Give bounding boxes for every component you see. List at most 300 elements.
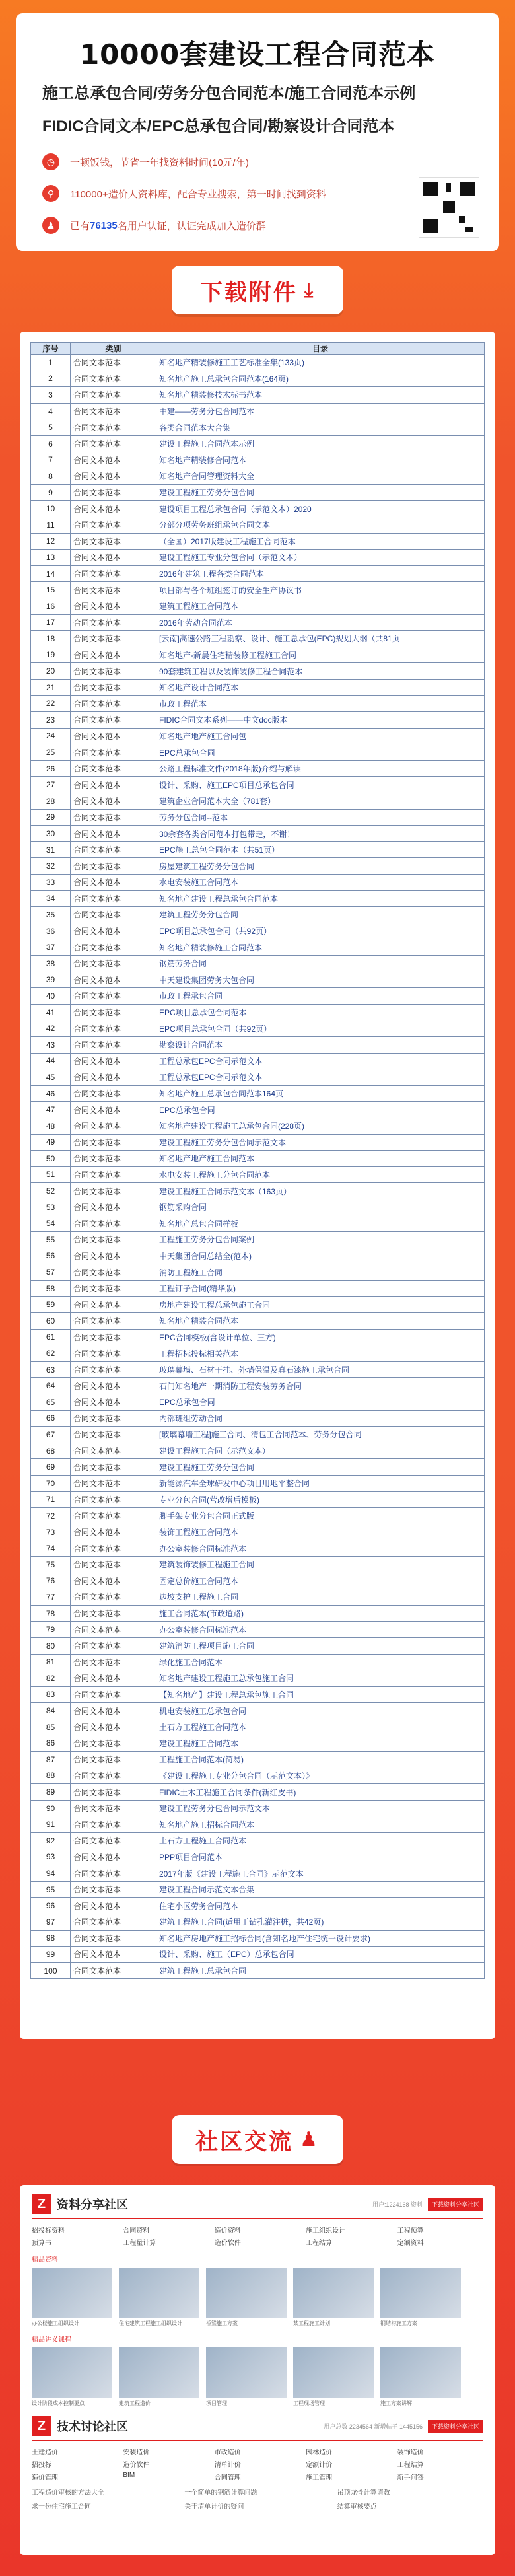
row-category: 合同文本范本 [71, 598, 156, 614]
row-catalog-link[interactable]: 土石方工程施工合同范本 [156, 1719, 485, 1735]
row-catalog-link[interactable]: 建设工程施工劳务分包合同 [156, 484, 485, 501]
category-link[interactable]: 定额资料 [397, 2240, 424, 2247]
row-catalog-link[interactable]: 知名地产精装修技术标书范本 [156, 387, 485, 404]
table-row [31, 1297, 485, 1313]
row-catalog-link[interactable]: 内部班组劳动合同 [156, 1410, 485, 1427]
row-catalog-link[interactable]: 绿化施工合同范本 [156, 1654, 485, 1670]
row-catalog-link[interactable]: 水电安装工程施工分包合同范本 [156, 1166, 485, 1183]
table-row [31, 419, 485, 436]
row-number: 61 [31, 1329, 71, 1345]
table-row [31, 1361, 485, 1378]
community-heading [172, 2115, 343, 2164]
row-catalog-link[interactable]: 知名地产施工总承包合同范本(164页) [156, 371, 485, 387]
row-catalog-link[interactable]: 中天集团合同总结全(范本) [156, 1248, 485, 1264]
row-catalog-link[interactable]: 分部分项劳务班组承包合同文本 [156, 517, 485, 533]
row-catalog-link[interactable]: 知名地产建设工程施工总承包合同(228页) [156, 1118, 485, 1134]
subtitle-line-1: 施工总承包合同/劳务分包合同范本/施工合同范本示例 [42, 85, 416, 102]
thumbnail-caption: 办公楼施工组织设计 [32, 2320, 79, 2326]
table-row [31, 1881, 485, 1898]
row-catalog-link[interactable]: 建设工程施工劳务分包合同示范文本 [156, 1134, 485, 1151]
table-row [31, 1280, 485, 1297]
thumbnail-image [119, 2347, 199, 2398]
row-catalog-link[interactable]: 勘察设计合同范本 [156, 1036, 485, 1053]
row-number: 73 [31, 1524, 71, 1540]
site-logo: Z [32, 2194, 52, 2214]
post-link[interactable]: 求一份住宅施工合同 [32, 2503, 91, 2511]
boutique-thumbs [32, 2268, 483, 2327]
row-category: 合同文本范本 [71, 517, 156, 533]
row-category: 合同文本范本 [71, 972, 156, 988]
table-row [31, 777, 485, 793]
discuss-tag[interactable]: 合同管理 [214, 2474, 241, 2482]
row-catalog-link[interactable]: EPC项目总承包合同范本 [156, 1004, 485, 1020]
row-number: 50 [31, 1151, 71, 1167]
row-category: 合同文本范本 [71, 1865, 156, 1882]
thumbnail-image [206, 2347, 287, 2398]
row-category: 合同文本范本 [71, 403, 156, 419]
boutique-item[interactable] [32, 2268, 112, 2327]
row-category: 合同文本范本 [71, 744, 156, 761]
table-row [31, 1475, 485, 1491]
row-category: 合同文本范本 [71, 468, 156, 485]
row-catalog-link[interactable]: 建筑消防工程项目施工合同 [156, 1637, 485, 1654]
row-number: 56 [31, 1248, 71, 1264]
row-catalog-link[interactable]: 钢筋劳务合同 [156, 955, 485, 972]
row-number: 71 [31, 1491, 71, 1508]
row-catalog-link[interactable]: 2017年版《建设工程施工合同》示范文本 [156, 1865, 485, 1882]
row-number: 27 [31, 777, 71, 793]
table-row [31, 355, 485, 371]
row-catalog-link[interactable]: EPC总承包合同 [156, 744, 485, 761]
table-row [31, 1670, 485, 1687]
row-catalog-link[interactable]: 2016年劳动合同范本 [156, 614, 485, 631]
catalog-table-card [20, 332, 495, 2039]
table-row [31, 1264, 485, 1281]
row-number: 18 [31, 631, 71, 647]
row-number: 79 [31, 1622, 71, 1638]
discuss-tag[interactable]: 园林造价 [306, 2449, 333, 2456]
download-attachment-button[interactable] [172, 266, 343, 314]
table-row [31, 679, 485, 696]
row-catalog-link[interactable]: 新能源汽车全球研发中心项目用地平整合同 [156, 1475, 485, 1491]
row-number: 41 [31, 1004, 71, 1020]
row-catalog-link[interactable]: 房屋建筑工程劳务分包合同 [156, 858, 485, 875]
table-row [31, 371, 485, 387]
row-catalog-link[interactable]: 建设工程施工合同示范文本（163页） [156, 1183, 485, 1199]
row-catalog-link[interactable]: （全国）2017版建设工程施工合同范本 [156, 533, 485, 550]
row-catalog-link[interactable]: 设计、采购、施工EPC项目总承包合同 [156, 777, 485, 793]
category-link[interactable]: 造价资料 [214, 2227, 241, 2235]
table-row [31, 923, 485, 939]
row-number: 45 [31, 1069, 71, 1086]
table-row [31, 1589, 485, 1606]
row-catalog-link[interactable]: 建设工程施工劳务分包合同 [156, 1459, 485, 1476]
row-category: 合同文本范本 [71, 565, 156, 582]
row-catalog-link[interactable]: 固定总价施工合同范本 [156, 1573, 485, 1589]
row-catalog-link[interactable]: 房地产建设工程总承包施工合同 [156, 1297, 485, 1313]
users-icon: ♟ [300, 2128, 320, 2151]
row-catalog-link[interactable]: 知名地产地产施工合同包 [156, 728, 485, 744]
row-catalog-link[interactable]: 脚手架专业分包合同正式版 [156, 1508, 485, 1524]
table-row [31, 468, 485, 485]
category-link[interactable]: 招投标资料 [32, 2227, 65, 2235]
discuss-tag[interactable]: 施工管理 [306, 2474, 333, 2482]
row-catalog-link[interactable]: EPC合同模板(含设计单位、三方) [156, 1329, 485, 1345]
row-catalog-link[interactable]: 知名地产建设工程施工总承包施工合同 [156, 1670, 485, 1687]
row-catalog-link[interactable]: 消防工程施工合同 [156, 1264, 485, 1281]
row-category: 合同文本范本 [71, 1443, 156, 1459]
row-number: 36 [31, 923, 71, 939]
row-catalog-link[interactable]: 知名地产总包合同样板 [156, 1215, 485, 1232]
row-catalog-link[interactable]: 石门知名地产一期消防工程安装劳务合同 [156, 1378, 485, 1394]
row-catalog-link[interactable]: 知名地产建设工程总承包合同范本 [156, 890, 485, 907]
feature-users [42, 217, 479, 234]
row-number: 47 [31, 1102, 71, 1118]
table-row [31, 1573, 485, 1589]
row-catalog-link[interactable]: 知名地产施工招标合同范本 [156, 1816, 485, 1833]
discuss-tag[interactable]: 造价管理 [32, 2474, 58, 2482]
row-catalog-link[interactable]: 知名地产房地产施工招标合同(含知名地产住宅统一设计要求) [156, 1930, 485, 1947]
row-category: 合同文本范本 [71, 1378, 156, 1394]
row-catalog-link[interactable]: 劳务分包合同--范本 [156, 809, 485, 826]
category-link[interactable]: 预算书 [32, 2240, 52, 2247]
row-catalog-link[interactable]: EPC项目总承包合同（共92页） [156, 1020, 485, 1037]
article-item[interactable] [119, 2347, 199, 2407]
row-number: 83 [31, 1686, 71, 1703]
row-catalog-link[interactable]: 水电安装施工合同范本 [156, 875, 485, 891]
row-number: 60 [31, 1313, 71, 1330]
row-catalog-link[interactable]: 建筑工程施工合同范本 [156, 598, 485, 614]
thumbnail-image [380, 2347, 461, 2398]
row-number: 94 [31, 1865, 71, 1882]
discuss-tag[interactable]: 装饰造价 [397, 2449, 424, 2456]
row-catalog-link[interactable]: FIDIC合同文本系列——中文doc版本 [156, 712, 485, 729]
row-category: 合同文本范本 [71, 1508, 156, 1524]
row-number: 92 [31, 1833, 71, 1849]
row-catalog-link[interactable]: 各类合同范本大合集 [156, 419, 485, 436]
row-catalog-link[interactable]: 项目部与各个班组签订的安全生产协议书 [156, 582, 485, 598]
row-category: 合同文本范本 [71, 988, 156, 1005]
boutique-item[interactable] [119, 2268, 199, 2327]
post-link[interactable]: 关于清单计价的疑问 [184, 2503, 244, 2511]
row-catalog-link[interactable]: 建设工程施工专业分包合同（示范文本） [156, 550, 485, 566]
row-catalog-link[interactable]: [云南]高速公路工程勘察、设计、施工总承包(EPC)规划大纲（共81页 [156, 631, 485, 647]
row-catalog-link[interactable]: 建筑工程施工总承包合同 [156, 1962, 485, 1979]
row-number: 59 [31, 1297, 71, 1313]
discuss-tag[interactable]: 工程结算 [397, 2462, 424, 2469]
row-category: 合同文本范本 [71, 1313, 156, 1330]
row-catalog-link[interactable]: 知名地产精装修施工合同范本 [156, 939, 485, 956]
row-catalog-link[interactable]: 市政工程承包合同 [156, 988, 485, 1005]
category-link[interactable]: 工程量计算 [123, 2240, 156, 2247]
clock-icon: ◷ [42, 153, 59, 170]
row-category: 合同文本范本 [71, 1475, 156, 1491]
row-catalog-link[interactable]: 工程钉子合同(精华版) [156, 1280, 485, 1297]
post-link[interactable]: 工程造价审核的方法大全 [32, 2489, 104, 2497]
row-number: 72 [31, 1508, 71, 1524]
row-catalog-link[interactable]: 机电安装施工总承包合同 [156, 1703, 485, 1719]
row-category: 合同文本范本 [71, 875, 156, 891]
row-category: 合同文本范本 [71, 1361, 156, 1378]
row-category: 合同文本范本 [71, 1280, 156, 1297]
row-number: 34 [31, 890, 71, 907]
category-link[interactable]: 合同资料 [123, 2227, 150, 2235]
discuss-tag[interactable]: 土建造价 [32, 2449, 58, 2456]
community-card [20, 2185, 495, 2555]
article-item[interactable] [293, 2347, 374, 2407]
row-catalog-link[interactable]: 建设工程施工合同（示范文本） [156, 1443, 485, 1459]
table-row [31, 1491, 485, 1508]
row-number: 70 [31, 1475, 71, 1491]
row-number: 39 [31, 972, 71, 988]
table-row [31, 1508, 485, 1524]
row-number: 14 [31, 565, 71, 582]
row-catalog-link[interactable]: 专业分包合同(营改增后模板) [156, 1491, 485, 1508]
row-category: 合同文本范本 [71, 1118, 156, 1134]
share-stats: 用户:1224168 资料 [372, 2201, 423, 2208]
table-row [31, 1768, 485, 1784]
row-number: 97 [31, 1914, 71, 1931]
row-catalog-link[interactable]: 知名地产施工总承包合同范本164页 [156, 1085, 485, 1102]
discuss-publish-button[interactable]: 下载资料分享社区 [428, 2420, 483, 2433]
row-catalog-link[interactable]: 建筑企业合同范本大全（781套） [156, 793, 485, 810]
row-category: 合同文本范本 [71, 826, 156, 842]
row-catalog-link[interactable]: PPP项目合同范本 [156, 1849, 485, 1865]
table-row [31, 1004, 485, 1020]
table-row [31, 631, 485, 647]
post-link[interactable]: 吊顶龙骨计算请教 [337, 2489, 390, 2497]
row-catalog-link[interactable]: EPC总承包合同 [156, 1394, 485, 1411]
share-publish-button[interactable]: 下载资料分享社区 [428, 2198, 483, 2211]
row-catalog-link[interactable]: EPC施工总包合同范本（共51页） [156, 841, 485, 858]
row-number: 99 [31, 1947, 71, 1963]
table-row [31, 841, 485, 858]
table-row [31, 1053, 485, 1069]
row-category: 合同文本范本 [71, 435, 156, 452]
table-row [31, 1719, 485, 1735]
hero-card [16, 13, 499, 251]
table-row [31, 1069, 485, 1086]
row-category: 合同文本范本 [71, 452, 156, 468]
table-row [31, 1378, 485, 1394]
row-number: 5 [31, 419, 71, 436]
row-catalog-link[interactable]: 设计、采购、施工（EPC）总承包合同 [156, 1947, 485, 1963]
row-number: 62 [31, 1345, 71, 1362]
row-catalog-link[interactable]: 建筑工程施工合同(适用于钻孔灌注桩，共42页) [156, 1914, 485, 1931]
article-item[interactable] [206, 2347, 287, 2407]
row-catalog-link[interactable]: 2016年建筑工程各类合同范本 [156, 565, 485, 582]
discuss-tag[interactable]: 新手问答 [397, 2474, 424, 2482]
row-catalog-link[interactable]: 钢筋采购合同 [156, 1199, 485, 1215]
user-count: 76135 [90, 219, 118, 231]
table-row [31, 1199, 485, 1215]
row-category: 合同文本范本 [71, 614, 156, 631]
row-category: 合同文本范本 [71, 1735, 156, 1752]
row-catalog-link[interactable]: 工程施工劳务分包合同案例 [156, 1232, 485, 1248]
row-category: 合同文本范本 [71, 939, 156, 956]
row-catalog-link[interactable]: 《建设工程施工专业分包合同（示范文本）》 [156, 1768, 485, 1784]
row-catalog-link[interactable]: 建设工程施工合同范本示例 [156, 435, 485, 452]
row-number: 57 [31, 1264, 71, 1281]
header-no: 序号 [31, 343, 71, 355]
row-category: 合同文本范本 [71, 1491, 156, 1508]
qr-code[interactable] [419, 177, 479, 238]
discuss-tag[interactable]: BIM [123, 2472, 135, 2479]
row-category: 合同文本范本 [71, 1459, 156, 1476]
discuss-tag[interactable]: 安装造价 [123, 2449, 150, 2456]
table-row [31, 988, 485, 1005]
feature-users-pre: 已有 [70, 220, 90, 232]
table-row [31, 1914, 485, 1931]
discuss-stats: 用户总数 2234564 新增帖子 1445156 [324, 2423, 423, 2430]
table-row [31, 1962, 485, 1979]
table-row [31, 809, 485, 826]
table-row [31, 1735, 485, 1752]
row-catalog-link[interactable]: 30余套各类合同范本打包带走，不谢！ [156, 826, 485, 842]
row-catalog-link[interactable]: 工程施工合同范本(简易) [156, 1752, 485, 1768]
row-number: 6 [31, 435, 71, 452]
row-catalog-link[interactable]: EPC总承包合同 [156, 1102, 485, 1118]
row-catalog-link[interactable]: 建设工程施工合同范本 [156, 1735, 485, 1752]
row-catalog-link[interactable]: 施工合同范本(市政道路) [156, 1605, 485, 1622]
row-catalog-link[interactable]: 边坡支护工程施工合同 [156, 1589, 485, 1606]
table-row [31, 875, 485, 891]
row-catalog-link[interactable]: 90套建筑工程以及装饰装修工程合同范本 [156, 663, 485, 680]
discuss-tag[interactable]: 造价软件 [123, 2462, 150, 2469]
table-row [31, 403, 485, 419]
row-catalog-link[interactable]: 工程总承包EPC合同示范文本 [156, 1053, 485, 1069]
row-category: 合同文本范本 [71, 1686, 156, 1703]
article-item[interactable] [380, 2347, 461, 2407]
row-category: 合同文本范本 [71, 890, 156, 907]
row-catalog-link[interactable]: FIDIC土木工程施工合同条件(新红皮书) [156, 1784, 485, 1801]
row-category: 合同文本范本 [71, 1134, 156, 1151]
header-category: 类别 [71, 343, 156, 355]
discuss-tag[interactable]: 招投标 [32, 2462, 52, 2469]
table-row [31, 598, 485, 614]
boutique-item[interactable] [380, 2268, 461, 2327]
post-link[interactable]: 结算审核要点 [337, 2503, 377, 2511]
thumbnail-caption: 建筑工程造价 [119, 2400, 151, 2406]
row-category: 合同文本范本 [71, 1264, 156, 1281]
table-row [31, 1459, 485, 1476]
category-link[interactable]: 工程结算 [306, 2240, 333, 2247]
feature-price-text: 一顿饭钱，节省一年找资料时间(10元/年) [70, 157, 249, 168]
thumbnail-image [380, 2268, 461, 2318]
row-number: 52 [31, 1183, 71, 1199]
row-category: 合同文本范本 [71, 1898, 156, 1914]
row-catalog-link[interactable]: 知名地产-新晨住宅精装修工程施工合同 [156, 647, 485, 663]
table-row [31, 1816, 485, 1833]
row-number: 20 [31, 663, 71, 680]
row-number: 49 [31, 1134, 71, 1151]
row-catalog-link[interactable]: 中建——劳务分包合同范本 [156, 403, 485, 419]
row-catalog-link[interactable]: 建设工程合同示范文本合集 [156, 1881, 485, 1898]
row-category: 合同文本范本 [71, 1248, 156, 1264]
row-catalog-link[interactable]: 住宅小区劳务合同范本 [156, 1898, 485, 1914]
row-category: 合同文本范本 [71, 1102, 156, 1118]
row-catalog-link[interactable]: EPC项目总承包合同（共92页） [156, 923, 485, 939]
row-number: 69 [31, 1459, 71, 1476]
row-category: 合同文本范本 [71, 1833, 156, 1849]
row-catalog-link[interactable]: 知名地产精装修施工工艺标准全集(133页) [156, 355, 485, 371]
row-catalog-link[interactable]: 知名地产地产施工合同范本 [156, 1151, 485, 1167]
category-link[interactable]: 工程预算 [397, 2227, 424, 2235]
discuss-tag[interactable]: 定额计价 [306, 2462, 333, 2469]
row-catalog-link[interactable]: 知名地产精装修合同范本 [156, 452, 485, 468]
row-number: 40 [31, 988, 71, 1005]
row-catalog-link[interactable]: 建设工程劳务分包合同示范文本 [156, 1800, 485, 1816]
table-row [31, 696, 485, 712]
discuss-tag[interactable]: 清单计价 [214, 2462, 241, 2469]
boutique-item[interactable] [293, 2268, 374, 2327]
row-catalog-link[interactable]: 土石方工程施工合同范本 [156, 1833, 485, 1849]
row-number: 54 [31, 1215, 71, 1232]
row-number: 43 [31, 1036, 71, 1053]
table-row [31, 826, 485, 842]
category-link[interactable]: 造价软件 [214, 2240, 241, 2247]
feature-library-text: 110000+造价人资料库，配合专业搜索，第一时间找到资料 [70, 188, 326, 200]
row-catalog-link[interactable]: 装饰工程施工合同范本 [156, 1524, 485, 1540]
table-row [31, 1686, 485, 1703]
row-number: 12 [31, 533, 71, 550]
row-category: 合同文本范本 [71, 1816, 156, 1833]
download-label: 下载附件 [199, 279, 298, 306]
row-category: 合同文本范本 [71, 809, 156, 826]
row-catalog-link[interactable]: 办公室装修合同标准范本 [156, 1622, 485, 1638]
row-number: 66 [31, 1410, 71, 1427]
row-catalog-link[interactable]: 玻璃幕墙、石材干挂、外墙保温及真石漆施工承包合同 [156, 1361, 485, 1378]
thumbnail-caption: 工程现场管理 [293, 2400, 325, 2406]
row-number: 16 [31, 598, 71, 614]
row-catalog-link[interactable]: 知名地产合同管理资料大全 [156, 468, 485, 485]
row-catalog-link[interactable]: 建设项目工程总承包合同（示范文本）2020 [156, 501, 485, 517]
row-catalog-link[interactable]: 知名地产设计合同范本 [156, 679, 485, 696]
row-number: 29 [31, 809, 71, 826]
row-category: 合同文本范本 [71, 1573, 156, 1589]
row-catalog-link[interactable]: 建筑装饰装修工程施工合同 [156, 1556, 485, 1573]
row-number: 65 [31, 1394, 71, 1411]
table-row [31, 1151, 485, 1167]
feature-users-post: 名用户认证，认证完成加入造价群 [117, 220, 266, 232]
table-row [31, 1930, 485, 1947]
row-category: 合同文本范本 [71, 1784, 156, 1801]
row-category: 合同文本范本 [71, 1069, 156, 1086]
post-link[interactable]: 一个简单的钢筋计算问题 [184, 2489, 258, 2497]
row-catalog-link[interactable]: 工程总承包EPC合同示范文本 [156, 1069, 485, 1086]
table-row [31, 1898, 485, 1914]
row-catalog-link[interactable]: 【知名地产】建设工程总承包施工合同 [156, 1686, 485, 1703]
row-category: 合同文本范本 [71, 419, 156, 436]
row-catalog-link[interactable]: 公路工程标准文件(2018年版)介绍与解读 [156, 760, 485, 777]
row-number: 88 [31, 1768, 71, 1784]
discuss-tag[interactable]: 市政造价 [214, 2449, 241, 2456]
row-catalog-link[interactable]: 办公室装修合同标准范本 [156, 1540, 485, 1557]
row-catalog-link[interactable]: 知名地产精装合同范本 [156, 1313, 485, 1330]
row-catalog-link[interactable]: 建筑工程劳务分包合同 [156, 907, 485, 923]
row-catalog-link[interactable]: [玻璃幕墙工程]施工合同、清包工合同范本、劳务分包合同 [156, 1427, 485, 1443]
row-catalog-link[interactable]: 市政工程范本 [156, 696, 485, 712]
table-row [31, 1800, 485, 1816]
category-link[interactable]: 施工组织设计 [306, 2227, 346, 2235]
row-number: 10 [31, 501, 71, 517]
table-row [31, 517, 485, 533]
row-catalog-link[interactable]: 中天建设集团劳务大包合同 [156, 972, 485, 988]
boutique-item[interactable] [206, 2268, 287, 2327]
row-category: 合同文本范本 [71, 1540, 156, 1557]
article-item[interactable] [32, 2347, 112, 2407]
row-catalog-link[interactable]: 工程招标投标相关范本 [156, 1345, 485, 1362]
